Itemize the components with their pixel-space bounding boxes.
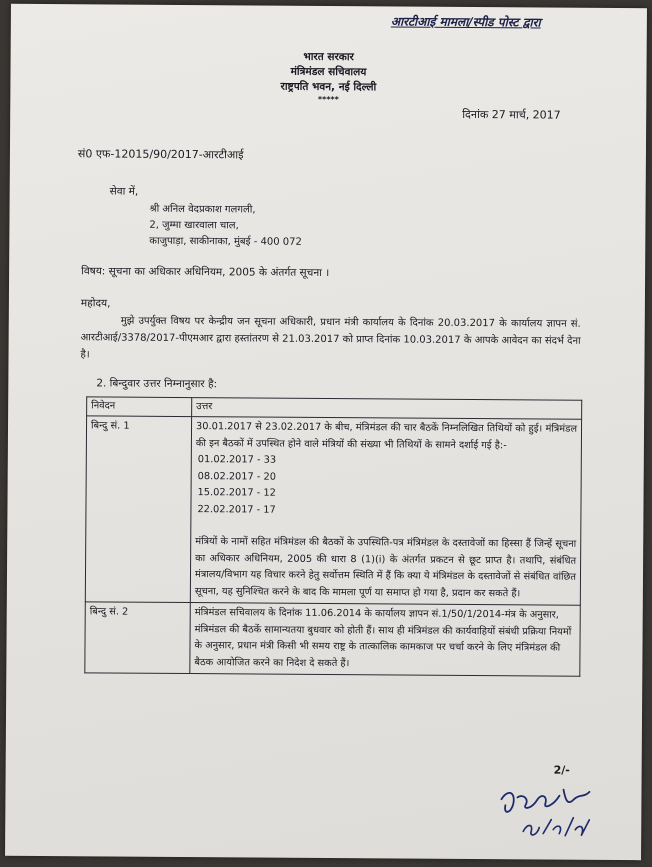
- row-point: बिन्दु सं. 1: [85, 416, 191, 603]
- reference-number: सं0 एफ-12015/90/2017-आरटीआई: [77, 147, 244, 162]
- address-line: काजुपाड़ा, साकीनाका, मुंबई - 400 072: [149, 235, 302, 248]
- addressee-label: सेवा में,: [109, 185, 139, 198]
- header-location: राष्ट्रपति भवन, नई दिल्ली: [280, 80, 377, 94]
- page-number: 2/-: [553, 763, 570, 777]
- header-reply: उत्तर: [192, 398, 582, 420]
- row-point: बिन्दु सं. 2: [85, 602, 190, 674]
- header-government: भारत सरकार: [303, 50, 354, 64]
- point-two-heading: 2. बिन्दुवार उत्तर निम्नानुसार है:: [96, 377, 218, 391]
- attendance-item: 08.02.2017 - 20: [197, 470, 277, 483]
- letter-date: दिनांक 27 मार्च, 2017: [462, 107, 561, 122]
- reply-table: [84, 396, 582, 676]
- row-reply: मंत्रिमंडल सचिवालय के दिनांक 11.06.2014 के कार्यालय ज्ञापन सं.1/50/1/2014-मंत्र के अनुसार, मंत्रिमंडल की बैठकें सामान्यतया बुधवार को होती हैं। साथ ही मंत्रिमंडल की कार्यवाहियों संबंधी प्रक्रिया नियमों के अनुसार, प्रधान मंत्री किसी भी समय राष्ट्र के तात्कालिक कामकाज पर चर्चा करने के लिए मंत्रिमंडल की बैठक आयोजित करने का निदेश दे सकते हैं।: [190, 603, 580, 677]
- row-reply: [190, 417, 581, 606]
- header-request: निवेदन: [87, 397, 192, 417]
- reply-intro: 30.01.2017 से 23.02.2017 के बीच, मंत्रिमंडल की चार बैठकें निम्नलिखित तिथियों को हुई। मंत्रिमंडल की इन बैठकों में उपस्थित होने वाले मंत्रियों की संख्या भी तिथियों के सामने दर्शाई गई है:-: [195, 421, 578, 451]
- table-row: [85, 602, 580, 676]
- signature-image: [493, 769, 614, 850]
- address-line: 2, जुम्मा खारवाला चाल,: [149, 219, 239, 232]
- body-paragraph: मुझे उपर्युक्त विषय पर केन्द्रीय जन सूचना अधिकारी, प्रधान मंत्री कार्यालय के दिनांक 20.03.2017 के कार्यालय ज्ञापन सं. आरटीआई/3378/2017-पीएमआर द्वारा हस्तांतरण से 21.03.2017 को प्राप्त दिनांक 10.03.2017 के आपके आवेदन का संदर्भ देना है।: [80, 315, 581, 361]
- dispatch-stamp: आरटीआई मामला/स्पीड पोस्ट द्वारा: [390, 14, 541, 30]
- subject-line: विषय: सूचना का अधिकार अधिनियम, 2005 के अंतर्गत सूचना ।: [81, 265, 330, 280]
- document-page: [5, 4, 647, 860]
- attendance-list: [195, 452, 576, 521]
- address-line: श्री अनिल वेदप्रकाश गलगली,: [149, 203, 256, 216]
- attendance-item: 15.02.2017 - 12: [197, 487, 276, 499]
- table-row: [85, 416, 581, 605]
- header-secretariat: मंत्रिमंडल सचिवालय: [290, 65, 367, 79]
- reply-exemption: मंत्रियों के नामों सहित मंत्रिमंडल की बैठकों के उपस्थिति-पत्र मंत्रिमंडल के दस्तावेजों का हिस्सा हैं जिन्हें सूचना का अधिकार अधिनियम, 2005 की धारा 8 (1)(i) के अंतर्गत प्रकटन से छूट प्राप्त है। तथापि, संबंधित मंत्रालय/विभाग यह विचार करने हेतु सर्वोत्तम स्थिति में हैं कि क्या ये मंत्रिमंडल के दस्तावेजों से संबंधित वांछित सूचना, यह सुनिश्चित करने के बाद कि मामला पूर्ण या समाप्त हो गया है, प्रदान कर सकते हैं।: [194, 536, 577, 599]
- attendance-item: 22.02.2017 - 17: [197, 503, 276, 516]
- header-stars: *****: [317, 94, 339, 105]
- attendance-item: 01.02.2017 - 33: [197, 454, 277, 466]
- salutation: महोदय,: [80, 297, 111, 310]
